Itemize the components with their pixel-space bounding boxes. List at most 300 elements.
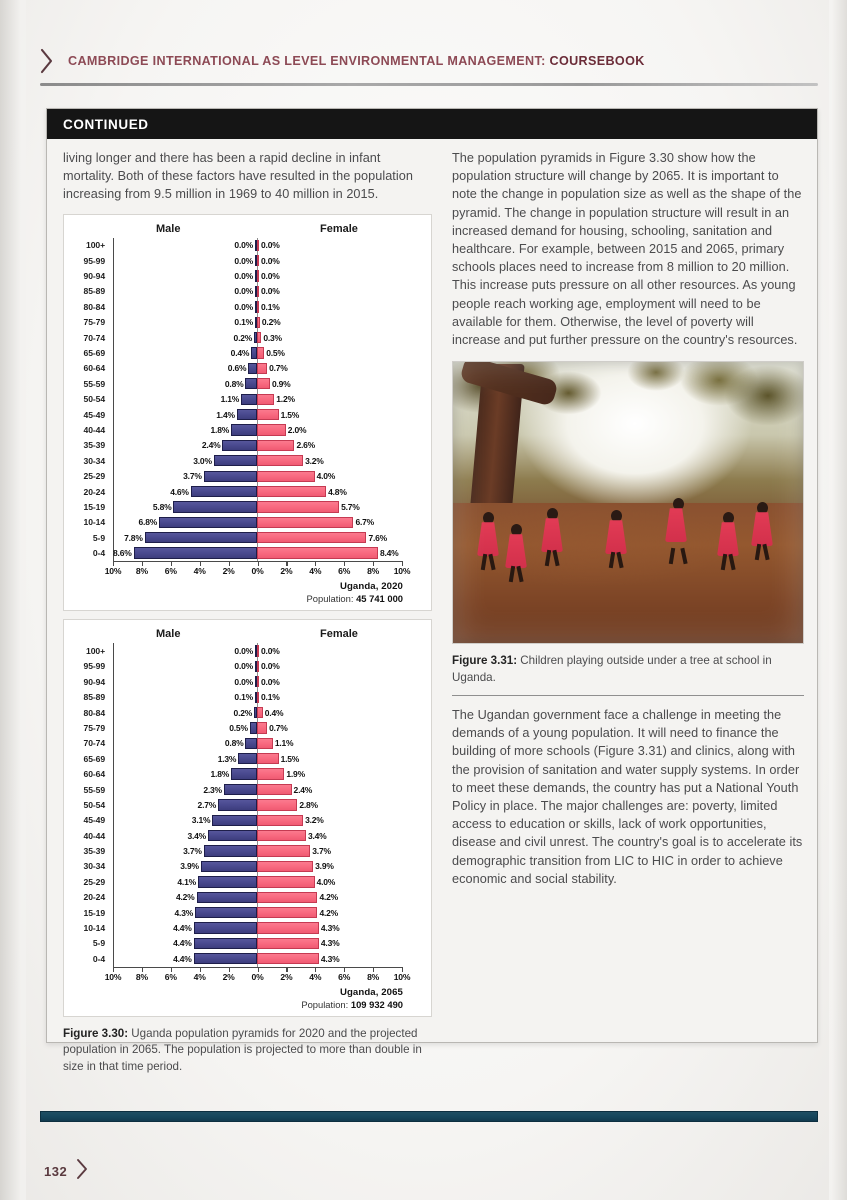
pyramid-male-cell xyxy=(113,347,257,358)
page-number: 132 xyxy=(44,1164,68,1179)
pyramid-male-value: 1.8% xyxy=(210,424,230,435)
pyramid-2065-rows xyxy=(72,643,421,966)
pyramid-male-value: 8.6% xyxy=(113,548,132,559)
pyramid-age-label: 10-14 xyxy=(83,517,105,528)
pyramid-age-label: 70-74 xyxy=(83,332,105,343)
pyramid-age-label: 15-19 xyxy=(83,501,105,512)
photo-child xyxy=(717,512,739,570)
pyramid-row xyxy=(72,951,421,966)
pyramid-female-bar xyxy=(257,876,315,887)
pyramid-row xyxy=(72,766,421,781)
pyramid-male-bar xyxy=(197,892,257,903)
pyramid-female-bar xyxy=(257,938,319,949)
pyramid-male-bar xyxy=(237,409,257,420)
pyramid-female-value: 4.3% xyxy=(320,953,340,964)
pyramid-2065-population-value: 109 932 490 xyxy=(350,999,403,1011)
pyramid-x-tick-label: 2% xyxy=(222,565,235,576)
pyramid-male-cell xyxy=(113,784,257,795)
pyramid-row xyxy=(72,874,421,889)
pyramid-male-bar xyxy=(218,799,257,810)
pyramid-male-value: 0.1% xyxy=(234,317,253,328)
pyramid-male-value: 2.3% xyxy=(203,784,222,795)
pyramid-2020-female-label: Female xyxy=(320,222,358,235)
pyramid-male-cell xyxy=(113,768,257,779)
pyramid-male-bar xyxy=(212,815,257,826)
figure-3-30-text: Uganda population pyramids for 2020 and the projected population in 2065. The population is projected to more than double in size in that time period. xyxy=(63,1027,422,1073)
pyramid-female-cell xyxy=(257,707,401,718)
pyramid-male-value: 4.4% xyxy=(173,923,192,934)
pyramid-x-tick-label: 0% xyxy=(251,971,264,982)
header-rule xyxy=(40,83,818,86)
pyramid-row xyxy=(72,936,421,951)
pyramid-male-value: 4.2% xyxy=(175,892,195,903)
pyramid-male-bar xyxy=(231,424,257,435)
pyramid-female-value: 4.0% xyxy=(316,471,336,482)
pyramid-female-cell xyxy=(257,676,401,687)
pyramid-male-value: 3.0% xyxy=(193,455,212,466)
pyramid-female-bar xyxy=(257,394,274,405)
pyramid-female-bar xyxy=(257,332,261,343)
pyramid-female-bar xyxy=(257,286,259,297)
pyramid-male-bar xyxy=(204,471,257,482)
left-intro-paragraph: living longer and there has been a rapid decline in infant mortality. Both of these factors have resulted in the population increasing from 9.5 million in 1969 to 40 million in 2015. xyxy=(63,151,413,202)
pyramid-male-bar xyxy=(201,861,257,872)
pyramid-age-label: 60-64 xyxy=(83,363,105,374)
pyramid-male-cell xyxy=(113,363,257,374)
right-paragraph-2: The Ugandan government face a challenge in meeting the demands of a young population. It will need to finance the building of more schools (Figure 3.31) and clinics, along with the provision of sanitation and water supply systems. In order to meet these demands, the country has put a National Youth Policy in place. The major challenges are: poverty, limited access to education or skills, lack of work opportunities, disease and civil unrest. The country's goal is to accelerate its demographic transition from LIC to HIC in order to achieve economic and social stability. xyxy=(452,708,803,886)
pyramid-male-value: 0.0% xyxy=(234,255,253,266)
pyramid-age-label: 95-99 xyxy=(83,661,105,672)
pyramid-male-cell xyxy=(113,753,257,764)
pyramid-male-value: 0.2% xyxy=(233,332,253,343)
pyramid-2020-x-tick-labels xyxy=(104,565,411,578)
pyramid-2065-title: Uganda, 2065 xyxy=(339,986,403,998)
pyramid-age-label: 65-69 xyxy=(83,348,105,359)
pyramid-female-value: 5.7% xyxy=(341,501,360,512)
figure-3-31-caption xyxy=(452,653,804,686)
scan-edge-left xyxy=(0,0,26,1200)
pyramid-age-label: 35-39 xyxy=(83,440,105,451)
pyramid-female-cell xyxy=(257,830,401,841)
pyramid-female-bar xyxy=(257,455,303,466)
pyramid-female-value: 0.3% xyxy=(263,332,282,343)
pyramid-male-cell xyxy=(113,661,257,672)
pyramid-male-value: 0.0% xyxy=(234,271,253,282)
pyramid-male-value: 4.1% xyxy=(177,876,196,887)
pyramid-2020-population-label: Population: xyxy=(306,593,354,605)
pyramid-age-label: 50-54 xyxy=(83,394,105,405)
pyramid-female-cell xyxy=(257,692,401,703)
pyramid-female-cell xyxy=(257,738,401,749)
pyramid-female-bar xyxy=(257,347,264,358)
pyramid-female-bar xyxy=(257,707,263,718)
pyramid-row xyxy=(72,361,421,376)
pyramid-male-value: 1.1% xyxy=(220,394,240,405)
photo-child xyxy=(477,512,499,570)
pyramid-female-value: 0.0% xyxy=(261,255,280,266)
pyramid-male-value: 0.5% xyxy=(229,722,248,733)
pyramid-female-cell xyxy=(257,240,401,251)
pyramid-female-value: 1.5% xyxy=(280,409,300,420)
pyramid-female-cell xyxy=(257,501,401,512)
pyramid-female-cell xyxy=(257,517,401,528)
pyramid-male-bar xyxy=(134,547,257,558)
figure-3-30-caption xyxy=(63,1026,432,1075)
pyramid-x-tick-label: 8% xyxy=(135,565,148,576)
pyramid-female-cell xyxy=(257,799,401,810)
pyramid-female-cell xyxy=(257,845,401,856)
pyramid-female-value: 1.5% xyxy=(280,753,300,764)
pyramid-female-cell xyxy=(257,532,401,543)
pyramid-male-bar xyxy=(194,938,257,949)
pyramid-age-label: 40-44 xyxy=(83,830,105,841)
pyramid-male-value: 0.0% xyxy=(234,676,253,687)
pyramid-male-bar xyxy=(224,784,257,795)
pyramid-female-cell xyxy=(257,753,401,764)
pyramid-age-label: 0-4 xyxy=(92,548,105,559)
pyramid-female-bar xyxy=(257,768,284,779)
pyramid-age-label: 100+ xyxy=(86,240,105,251)
pyramid-female-cell xyxy=(257,270,401,281)
pyramid-age-label: 60-64 xyxy=(83,769,105,780)
pyramid-x-tick-label: 6% xyxy=(338,565,351,576)
pyramid-female-value: 3.7% xyxy=(312,846,331,857)
pyramid-age-label: 90-94 xyxy=(83,271,105,282)
pyramid-female-value: 3.2% xyxy=(305,815,324,826)
photo-child xyxy=(541,508,563,566)
pyramid-female-cell xyxy=(257,861,401,872)
pyramid-age-label: 5-9 xyxy=(92,532,105,543)
population-pyramid-2065 xyxy=(63,619,432,1017)
pyramid-2065-footer xyxy=(72,987,421,1011)
running-head-title xyxy=(68,54,645,68)
pyramid-row xyxy=(72,315,421,330)
pyramid-female-bar xyxy=(257,692,259,703)
pyramid-x-tick-label: 4% xyxy=(309,971,322,982)
figure-3-31-text: Children playing outside under a tree at school in Uganda. xyxy=(452,654,772,684)
pyramid-age-label: 100+ xyxy=(86,646,105,656)
pyramid-male-cell xyxy=(113,815,257,826)
pyramid-male-bar xyxy=(208,830,257,841)
pyramid-male-cell xyxy=(113,270,257,281)
pyramid-male-cell xyxy=(113,409,257,420)
pyramid-female-cell xyxy=(257,645,401,656)
pyramid-male-value: 0.0% xyxy=(234,286,253,297)
pyramid-age-label: 75-79 xyxy=(83,722,105,733)
pyramid-row xyxy=(72,905,421,920)
pyramid-male-cell xyxy=(113,861,257,872)
pyramid-row xyxy=(72,330,421,345)
pyramid-female-cell xyxy=(257,547,401,558)
pyramid-male-bar xyxy=(241,394,257,405)
pyramid-male-cell xyxy=(113,286,257,297)
pyramid-x-tick-label: 10% xyxy=(104,565,122,576)
pyramid-female-value: 3.2% xyxy=(305,455,324,466)
pyramid-male-bar xyxy=(194,953,257,964)
pyramid-row xyxy=(72,659,421,674)
pyramid-female-value: 0.1% xyxy=(261,692,280,703)
pyramid-male-value: 2.7% xyxy=(197,799,217,810)
figure-3-30-label: Figure 3.30: xyxy=(63,1027,129,1041)
pyramid-2065-legend xyxy=(72,628,421,643)
pyramid-2020-population-value: 45 741 000 xyxy=(356,593,403,605)
pyramid-male-value: 5.8% xyxy=(152,501,172,512)
pyramid-female-value: 3.4% xyxy=(307,830,327,841)
pyramid-female-bar xyxy=(257,501,339,512)
pyramid-female-cell xyxy=(257,661,401,672)
children-playing-under-tree-photo xyxy=(452,361,804,644)
pyramid-female-cell xyxy=(257,892,401,903)
pyramid-x-tick-label: 6% xyxy=(164,971,177,982)
pyramid-x-tick-label: 6% xyxy=(164,565,177,576)
pyramid-female-bar xyxy=(257,301,259,312)
pyramid-age-label: 85-89 xyxy=(83,286,105,297)
pyramid-female-cell xyxy=(257,471,401,482)
running-head-title-regular: CAMBRIDGE INTERNATIONAL AS LEVEL ENVIRONMENTAL MANAGEMENT: xyxy=(68,54,550,68)
pyramid-female-cell xyxy=(257,317,401,328)
pyramid-row xyxy=(72,268,421,283)
pyramid-row xyxy=(72,689,421,704)
pyramid-age-label: 55-59 xyxy=(83,378,105,389)
pyramid-female-value: 4.8% xyxy=(328,486,347,497)
pyramid-x-tick-label: 4% xyxy=(309,565,322,576)
pyramid-female-value: 6.7% xyxy=(355,517,375,528)
pyramid-x-tick-label: 6% xyxy=(338,971,351,982)
pyramid-female-value: 2.8% xyxy=(299,799,318,810)
pyramid-age-label: 65-69 xyxy=(83,753,105,764)
pyramid-male-cell xyxy=(113,830,257,841)
pyramid-male-cell xyxy=(113,907,257,918)
pyramid-row xyxy=(72,736,421,751)
pyramid-male-cell xyxy=(113,501,257,512)
pyramid-female-value: 1.9% xyxy=(286,769,305,780)
pyramid-male-bar xyxy=(145,532,257,543)
pyramid-male-bar xyxy=(195,907,257,918)
pyramid-female-value: 0.7% xyxy=(269,363,288,374)
pyramid-2065-population xyxy=(72,999,403,1010)
pyramid-male-cell xyxy=(113,692,257,703)
pyramid-female-bar xyxy=(257,799,297,810)
pyramid-male-cell xyxy=(113,892,257,903)
two-column-layout xyxy=(47,139,817,1075)
pyramid-2020-footer xyxy=(72,581,421,605)
pyramid-female-value: 0.1% xyxy=(261,301,280,312)
pyramid-female-bar xyxy=(257,517,353,528)
pyramid-row xyxy=(72,720,421,735)
pyramid-female-bar xyxy=(257,722,267,733)
pyramid-male-bar xyxy=(173,501,257,512)
pyramid-female-value: 0.0% xyxy=(261,240,280,251)
pyramid-male-cell xyxy=(113,922,257,933)
pyramid-male-cell xyxy=(113,255,257,266)
pyramid-female-cell xyxy=(257,409,401,420)
pyramid-female-bar xyxy=(257,784,292,795)
pyramid-row xyxy=(72,545,421,560)
pyramid-male-cell xyxy=(113,938,257,949)
footer-page-number-group xyxy=(44,1158,89,1185)
pyramid-row xyxy=(72,453,421,468)
pyramid-male-cell xyxy=(113,676,257,687)
pyramid-male-cell xyxy=(113,394,257,405)
pyramid-female-bar xyxy=(257,270,259,281)
pyramid-male-value: 0.0% xyxy=(234,301,253,312)
pyramid-row xyxy=(72,392,421,407)
pyramid-female-value: 8.4% xyxy=(379,548,399,559)
photo-child xyxy=(605,510,627,568)
pyramid-row xyxy=(72,643,421,658)
pyramid-row xyxy=(72,859,421,874)
chevron-right-icon xyxy=(76,1158,89,1185)
pyramid-2020-male-label: Male xyxy=(156,222,181,235)
pyramid-age-label: 80-84 xyxy=(83,707,105,718)
pyramid-row xyxy=(72,253,421,268)
pyramid-female-bar xyxy=(257,317,260,328)
pyramid-male-value: 7.8% xyxy=(124,532,143,543)
pyramid-age-label: 70-74 xyxy=(83,738,105,749)
pyramid-age-label: 40-44 xyxy=(83,424,105,435)
pyramid-row xyxy=(72,376,421,391)
pyramid-male-value: 1.4% xyxy=(216,409,235,420)
pyramid-female-cell xyxy=(257,424,401,435)
pyramid-male-value: 2.4% xyxy=(201,440,221,451)
pyramid-row xyxy=(72,890,421,905)
pyramid-age-label: 85-89 xyxy=(83,692,105,703)
pyramid-2065-x-tick-labels xyxy=(104,971,411,984)
pyramid-age-label: 0-4 xyxy=(92,953,105,964)
pyramid-age-label: 25-29 xyxy=(83,876,105,887)
right-paragraph-1: The population pyramids in Figure 3.30 show how the population structure will change by 2065. It is important to note the change in population size as well as the shape of the pyramid. The change in population structure will result in an increased demand for housing, schooling, sanitation and healthcare. For example, between 2015 and 2065, primary schools places need to increase from 8 million to 20 million. This increase puts pressure on all other resources. As young people reach working age, employment will need to be available for them. Otherwise, the level of poverty will increase and put further pressure on the country's resources. xyxy=(452,151,802,348)
pyramid-male-cell xyxy=(113,517,257,528)
pyramid-female-value: 0.2% xyxy=(261,317,281,328)
right-column xyxy=(452,149,804,1075)
pyramid-male-value: 0.8% xyxy=(224,738,244,749)
pyramid-row xyxy=(72,407,421,422)
pyramid-age-label: 30-34 xyxy=(83,861,105,872)
pyramid-2020-title: Uganda, 2020 xyxy=(339,580,403,592)
pyramid-male-cell xyxy=(113,799,257,810)
pyramid-2020-population xyxy=(72,593,403,604)
pyramid-age-label: 45-49 xyxy=(83,409,105,420)
pyramid-x-tick-label: 10% xyxy=(393,971,411,982)
pyramid-female-cell xyxy=(257,768,401,779)
pyramid-age-label: 50-54 xyxy=(83,799,105,810)
pyramid-female-bar xyxy=(257,845,310,856)
pyramid-row xyxy=(72,705,421,720)
pyramid-female-value: 0.9% xyxy=(271,378,291,389)
pyramid-row xyxy=(72,782,421,797)
pyramid-female-bar xyxy=(257,922,319,933)
pyramid-male-bar xyxy=(245,378,257,389)
pyramid-age-label: 75-79 xyxy=(83,317,105,328)
figure-3-31-label: Figure 3.31: xyxy=(452,654,518,668)
pyramid-male-bar xyxy=(248,363,257,374)
pyramid-male-value: 0.1% xyxy=(234,692,253,703)
pyramid-row xyxy=(72,828,421,843)
pyramid-male-cell xyxy=(113,440,257,451)
pyramid-2020-legend xyxy=(72,223,421,238)
pyramid-male-value: 0.6% xyxy=(227,363,247,374)
pyramid-male-bar xyxy=(194,922,257,933)
pyramid-2065-population-label: Population: xyxy=(301,999,349,1011)
continued-label: CONTINUED xyxy=(63,116,149,132)
pyramid-male-bar xyxy=(191,486,257,497)
pyramid-female-bar xyxy=(257,953,319,964)
pyramid-male-bar xyxy=(250,722,257,733)
pyramid-female-value: 7.6% xyxy=(368,532,388,543)
continued-callout-box xyxy=(46,108,818,1073)
pyramid-age-label: 20-24 xyxy=(83,486,105,497)
photo-child xyxy=(665,498,691,564)
pyramid-row xyxy=(72,530,421,545)
pyramid-male-bar xyxy=(159,517,257,528)
pyramid-male-bar xyxy=(198,876,257,887)
pyramid-male-value: 3.4% xyxy=(187,830,207,841)
pyramid-female-bar xyxy=(257,661,259,672)
pyramid-female-cell xyxy=(257,722,401,733)
pyramid-male-value: 0.0% xyxy=(234,661,253,672)
pyramid-female-bar xyxy=(257,861,313,872)
pyramid-age-label: 10-14 xyxy=(83,923,105,934)
pyramid-age-label: 30-34 xyxy=(83,455,105,466)
pyramid-age-label: 80-84 xyxy=(83,301,105,312)
pyramid-male-bar xyxy=(238,753,257,764)
running-head xyxy=(40,44,800,78)
pyramid-x-tick-label: 8% xyxy=(135,971,148,982)
pyramid-row xyxy=(72,751,421,766)
pyramid-female-cell xyxy=(257,938,401,949)
pyramid-female-value: 0.5% xyxy=(266,348,285,359)
pyramid-female-value: 2.4% xyxy=(293,784,313,795)
photo-child xyxy=(751,502,773,560)
pyramid-row xyxy=(72,797,421,812)
pyramid-x-tick-label: 4% xyxy=(193,971,206,982)
pyramid-female-bar xyxy=(257,486,326,497)
pyramid-male-cell xyxy=(113,645,257,656)
pyramid-male-cell xyxy=(113,240,257,251)
pyramid-age-label: 35-39 xyxy=(83,846,105,857)
pyramid-age-label: 45-49 xyxy=(83,815,105,826)
pyramid-male-cell xyxy=(113,707,257,718)
pyramid-row xyxy=(72,468,421,483)
population-pyramid-2020 xyxy=(63,214,432,612)
pyramid-male-value: 1.3% xyxy=(217,753,237,764)
pyramid-row xyxy=(72,422,421,437)
pyramid-x-tick-label: 8% xyxy=(367,565,380,576)
pyramid-female-value: 4.0% xyxy=(316,876,336,887)
pyramid-female-value: 0.4% xyxy=(264,707,284,718)
pyramid-x-tick-label: 2% xyxy=(280,971,293,982)
pyramid-male-cell xyxy=(113,301,257,312)
pyramid-female-cell xyxy=(257,378,401,389)
pyramid-row xyxy=(72,813,421,828)
pyramid-male-value: 0.8% xyxy=(224,378,244,389)
pyramid-female-bar xyxy=(257,676,259,687)
pyramid-x-tick-label: 8% xyxy=(367,971,380,982)
pyramid-female-bar xyxy=(257,738,273,749)
pyramid-row xyxy=(72,499,421,514)
pyramid-male-value: 3.9% xyxy=(180,861,199,872)
pyramid-female-value: 4.3% xyxy=(320,923,340,934)
pyramid-x-tick-label: 2% xyxy=(222,971,235,982)
pyramid-age-label: 55-59 xyxy=(83,784,105,795)
pyramid-age-label: 25-29 xyxy=(83,471,105,482)
pyramid-male-cell xyxy=(113,332,257,343)
pyramid-row xyxy=(72,284,421,299)
pyramid-female-cell xyxy=(257,455,401,466)
pyramid-male-value: 0.0% xyxy=(234,240,253,251)
pyramid-male-bar xyxy=(231,768,257,779)
pyramid-male-cell xyxy=(113,455,257,466)
